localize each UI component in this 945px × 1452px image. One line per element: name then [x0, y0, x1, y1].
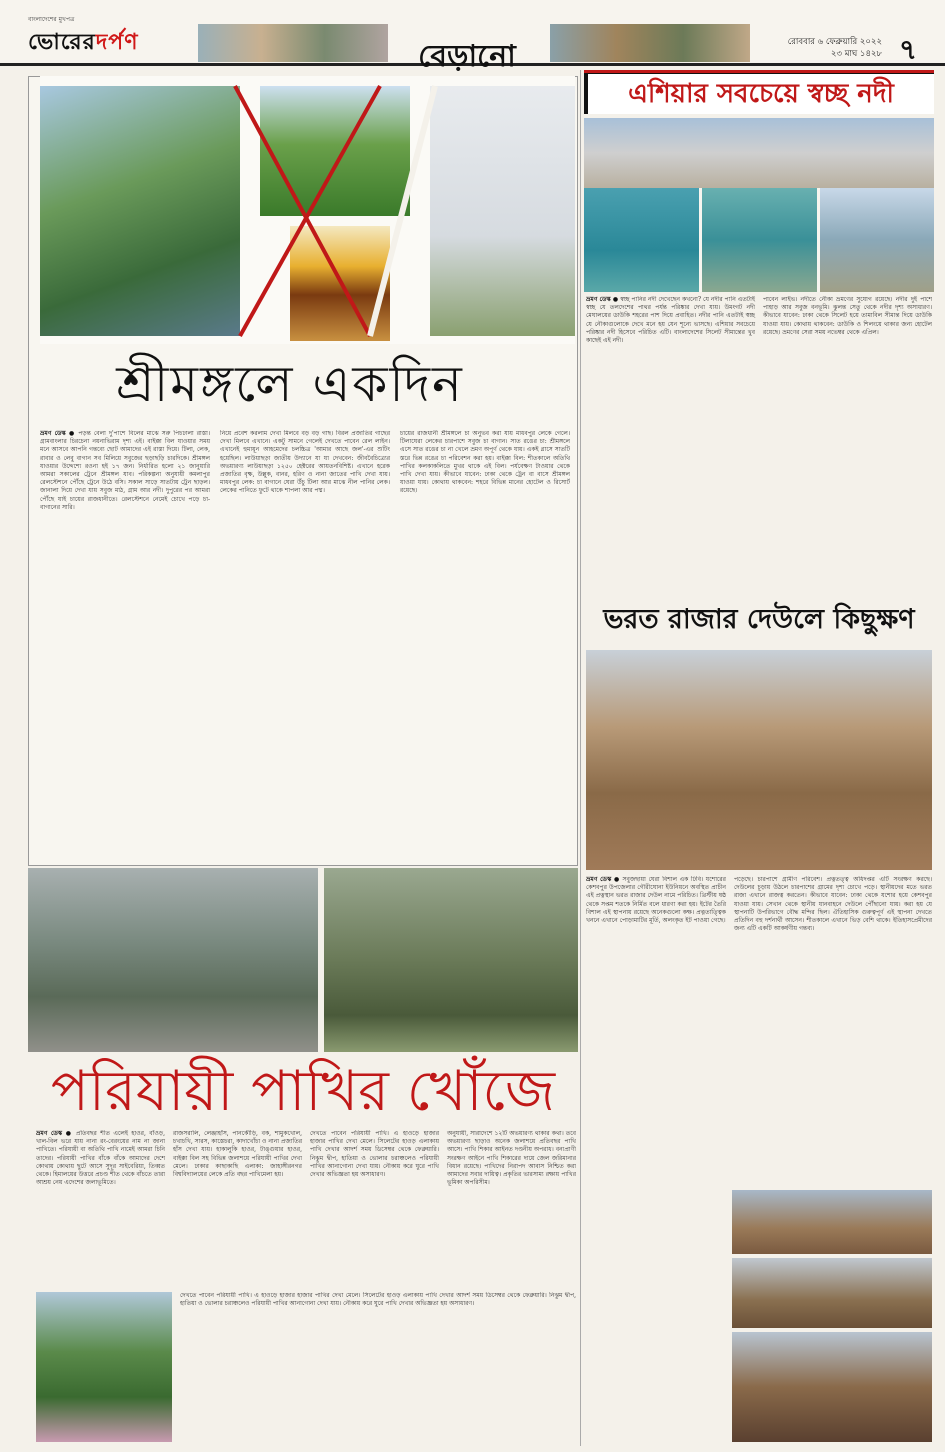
bharat-text-3: করা হয় যে স্থাপনাটি উপরিভাগে বৌদ্ধ মন্দির ছিল। ঐতিহাসিক গুরুত্বপূর্ণ এই স্থাপনা দেখতে প্রতিদিন বহু দর্শনার্থী আসেন। শীতকালে এখানে ভিড় বেশি থাকে। ইতিহাসপ্রেমীদের জন্য এটি একটি আকর্ষণীয় গন্তব্য। [734, 900, 932, 933]
river-text-2: পাবেন লাইভ। নদীতে নৌকা ভ্রমণের সুযোগ রয়েছে। নদীর দুই পাশে পাহাড় আর সবুজ বনভূমি। ঝুলন্ত সেতু থেকে নদীর দৃশ্য অসাধারণ। কীভাবে যাবেন: ঢাকা থেকে সিলেট হয়ে তামাবিল সীমান্ত দিয়ে ডাউকি যাওয়া যায়। কোথায় থাকবেন: ডাউকি ও শিলংয়ে থাকার জন্য হোটেল রয়েছে। ভ্রমণের সেরা সময় নভেম্বর থেকে এপ্রিল। [763, 296, 932, 336]
date-gregorian: রোববার ৬ ফেব্রুয়ারি ২০২২ [787, 37, 882, 47]
sreemangal-column-1 [40, 430, 210, 860]
sreemangal-headline: শ্রীমঙ্গলে একদিন [116, 355, 464, 413]
sreemangal-text-1: পড়ন্ত বেলা দু'পাশে বিলের মাঝে সরু পিচঢালা রাস্তা। গ্রামবাংলার চিরচেনা নয়নাভিরাম দৃশ্য এই। বাইক্কা বিল যাওয়ার সময় মনে আসবে আপনি গন্তব্যে ছোট আমাদের এই রাস্তা দিয়ে। টিলা, লেক, রাবার ও লেবু বাগান সব মিলিয়ে সবুজের ছড়াছড়ি চারদিকে। শ্রীমঙ্গল যাওয়ার উদ্দেশ্যে রওনা হই ১৭ জন। নির্ধারিত হলো ২১ জানুয়ারি আমরা সকালের ট্রেনে শ্রীমঙ্গল যাব। পরিকল্পনা অনুযায়ী কমলাপুর রেলস্টেশনে পৌঁছে ট্রেনে উঠে বসি। সকাল সাড়ে সাতটায় ট্রেন ছাড়ল। জানালা দিয়ে দেখা যায় সবুজ মাঠ, গ্রাম আর নদী। দুপুরের পর আমরা পৌঁছে যাই চায়ের রাজধানীতে। রেলস্টেশনে নেমেই চোখে পড়ে চা-বাগানের সারি। [40, 430, 210, 511]
sreemangal-column-3 [400, 430, 570, 860]
logo-part-1: ভোরের [28, 30, 96, 55]
pakhi-column-2 [173, 1130, 302, 1288]
pakhi-headline: পরিযায়ী পাখির খোঁজে [50, 1059, 556, 1124]
sreemangal-text-2: নিয়ে প্রবেশ করলাম দেখা মিলবে বড় বড় গাছ। বিরল প্রজাতির গাছের দেখা মিলবে এখানে। একটু সামনে গেলেই দেখতে পাবেন রেল লাইন। এখানেই হুমায়ূন আহমেদের চলচ্চিত্র 'আমার আছে জল'-এর শুটিং হয়েছিল। লাউয়াছড়া জাতীয় উদ্যানে যা যা দেখবেন: জীববৈচিত্র্যের অভয়ারণ্য লাউয়াছড়া ১২৫০ হেক্টরের আয়তনবিশিষ্ট। এখানে হরেক প্রজাতির বৃক্ষ, উল্লুক, বানর, হরিণ ও নানা জাতের পাখি দেখা যায়। মাধবপুর লেক: চা বাগানে ঘেরা উঁচু টিলা আর মাঝে নীল পানির লেক। লেকের পানিতে ফুটে থাকে শাপলা আর পদ্ম। [220, 430, 390, 495]
photo-deul-visitors-2 [732, 1258, 932, 1328]
pakhi-body [36, 1130, 576, 1288]
river-column-1 [586, 296, 755, 582]
river-byline: ভ্রমণ ডেস্ক ● [586, 296, 619, 303]
page-number: ৭ [898, 33, 918, 66]
pakhi-body-continued [180, 1292, 576, 1442]
photo-deul-visitors-1 [732, 1190, 932, 1254]
bharat-text-1: সবুজছায়া ঘেরা বিশাল এক ঢিবি। যশোরের কেশবপুর উপজেলার গৌরীঘোনা ইউনিয়নে অবস্থিত প্রাচীন এই প্রত্নস্থান ভরত রাজার দেউল নামে পরিচিত। খ্রিস্টীয় ষষ্ঠ থেকে সপ্তম শতকে নির্মিত বলে ধারণা করা হয়। ইটের তৈরি বিশাল এই স্থাপনায় রয়েছে অনেকগুলো কক্ষ। প্রত্নতাত্ত্বিক খননে এখানে পোড়ামাটির মূর্তি, অলংকৃত ইট পাওয়া গেছে। [586, 876, 726, 925]
pakhi-text-2: রাজসরালি, লেঞ্জাহাঁস, পানকৌড়ি, বক, শামুকখোল, চখাচখি, সারস, কাস্তেচরা, কাদাখোঁচা ও নানা প্রজাতির হাঁস দেখা যায়। হাকালুকি হাওর, টাঙ্গুয়ার হাওর, বাইক্কা বিল সহ বিভিন্ন জলাশয়ে পরিযায়ী পাখির দেখা মেলে। ঢাকার কাছাকাছি এলাকা: জাহাঙ্গীরনগর বিশ্ববিদ্যালয়ের লেকে প্রতি বছর পাখিমেলা হয়। [173, 1130, 302, 1179]
sreemangal-byline: ভ্রমণ ডেস্ক ● [40, 430, 76, 437]
pakhi-column-4 [447, 1130, 576, 1288]
pakhi-column-3 [310, 1130, 439, 1288]
photo-wetland-birds [36, 1292, 172, 1442]
date-line [752, 36, 882, 64]
logo-text [28, 25, 178, 62]
river-headline: এশিয়ার সবচেয়ে স্বচ্ছ নদী [588, 74, 934, 114]
river-column-2 [763, 296, 932, 582]
logo-part-2: দর্পণ [95, 30, 139, 55]
pakhi-text-3: দেখতে পাবেন পরিযায়ী পাখি। এ হাওড়ে হাজার হাজার পাখির দেখা মেলে। সিলেটের হাওড় এলাকায় পাখি দেখার আদর্শ সময় ডিসেম্বর থেকে ফেব্রুয়ারি। নিঝুম দ্বীপ, হাতিয়া ও ভোলার চরাঞ্চলেও পরিযায়ী পাখির আনাগোনা দেখা যায়। নৌকায় করে ঘুরে পাখি দেখার অভিজ্ঞতা হয় অসাধারণ। [310, 1130, 439, 1179]
photo-river-bridge [820, 188, 934, 292]
bharat-byline: ভ্রমণ ডেস্ক ● [586, 876, 620, 883]
header-photo-strip-right [550, 24, 750, 62]
photo-deul-mound [732, 1332, 932, 1442]
logo-tagline: বাংলাদেশের মুখপত্র [28, 16, 75, 23]
header-photo-strip-left [198, 24, 388, 62]
column-divider [580, 70, 581, 1446]
photo-migratory-birds-2 [324, 868, 578, 1052]
sreemangal-text-3: চায়ের রাজধানী শ্রীমঙ্গলে চা অনুভব করা যায় মাধবপুর লেকে গেলে। টিলাঘেরা লেকের চারপাশে সবুজ চা বাগান। সাত রঙের চা: শ্রীমঙ্গলে এসে সাত রঙের চা না খেলে ভ্রমণ অপূর্ণ থেকে যায়। একই গ্লাসে সাতটি স্তরে ভিন্ন রঙের চা পরিবেশন করা হয়। বাইক্কা বিল: শীতকালে অতিথি পাখির কলকাকলিতে মুখর থাকে এই বিল। পর্যবেক্ষণ টাওয়ার থেকে পাখি দেখা যায়। কীভাবে যাবেন: ঢাকা থেকে ট্রেন বা বাসে শ্রীমঙ্গল যাওয়া যায়। কোথায় থাকবেন: শহরে বিভিন্ন মানের হোটেল ও রিসোর্ট রয়েছে। [400, 430, 570, 495]
photo-river-aerial [584, 188, 699, 292]
date-bengali: ২৩ মাঘ ১৪২৮ [831, 49, 882, 59]
photo-migratory-birds-1 [28, 868, 318, 1052]
pakhi-text-1: প্রতিবছর শীত এলেই হাওর, বাঁওড়, খাল-বিল ভরে যায় নানা রং-বেরংয়ের নাম না জানা পাখিতে। পরিযায়ী বা অতিথি পাখি নামেই আমরা চিনি তাদের। পরিযায়ী পাখির বাঁকে বাঁকে আমাদের দেশে কোথায় কোথায় ছুটে আসে সুদূর সাইবেরিয়া, তিব্বত থেকে। হিমালয়ের উত্তরে প্রচণ্ড শীত থেকে বাঁচতে তারা আশ্রয় নেয় এদেশের জলাভূমিতে। [36, 1130, 165, 1187]
photo-bharat-raja-deul [586, 650, 932, 870]
sreemangal-body [40, 430, 570, 860]
pakhi-byline: ভ্রমণ ডেস্ক ● [36, 1130, 73, 1137]
section-title: বেড়ানো [418, 39, 516, 74]
bharat-text-2: পড়েছে। চারপাশে গ্রামীণ পরিবেশ। প্রত্নতত্ত্ব অধিদপ্তর এটি সংরক্ষণ করছে। দেউলের চূড়ায় উঠলে চারপাশের গ্রামের দৃশ্য চোখে পড়ে। স্থানীয়দের মতে ভরত রাজা এখানে রাজত্ব করতেন। কীভাবে যাবেন: ঢাকা থেকে যশোর হয়ে কেশবপুর যাওয়া যায়। সেখান থেকে স্থানীয় যানবাহনে দেউলে পৌঁছানো যায়। [734, 876, 932, 908]
sreemangal-column-2 [220, 430, 390, 860]
photo-river-boat [702, 188, 817, 292]
pakhi-column-1 [36, 1130, 165, 1288]
pakhi-text-continued: দেখতে পাবেন পরিযায়ী পাখি। এ হাওড়ে হাজার হাজার পাখির দেখা মেলে। সিলেটের হাওড় এলাকায় পাখি দেখার আদর্শ সময় ডিসেম্বর থেকে ফেব্রুয়ারি। নিঝুম দ্বীপ, হাতিয়া ও ভোলার চরাঞ্চলেও পরিযায়ী পাখির আনাগোনা দেখা যায়। নৌকায় করে ঘুরে পাখি দেখার অভিজ্ঞতা হয় অসাধারণ। [180, 1292, 576, 1308]
collage-cross-lines [40, 76, 575, 344]
river-body [586, 296, 932, 582]
bharat-headline: ভরত রাজার দেউলে কিছুক্ষণ [603, 604, 915, 635]
sreemangal-photo-collage [40, 76, 575, 344]
masthead-logo [28, 14, 178, 54]
pakhi-text-4: অনুযায়ী, সারাদেশে ১২টি অভয়ারণ্য থাকার কথা। তবে অভয়ারণ্য ছাড়াও অনেক জলাশয়ে প্রতিবছর পাখি আসে। পাখি শিকার আইনত দণ্ডনীয় অপরাধ। বন্যপ্রাণী সংরক্ষণ আইনে পাখি শিকারের দায়ে জেল জরিমানার বিধান রয়েছে। পাখিদের নিরাপদ আবাস নিশ্চিত করা আমাদের সবার দায়িত্ব। প্রকৃতির ভারসাম্য রক্ষায় পাখির ভূমিকা অপরিসীম। [447, 1130, 576, 1187]
photo-river-stones [584, 118, 934, 188]
river-photo-collage [584, 118, 934, 292]
bharat-column-1 [586, 876, 726, 1442]
river-text-1: স্বচ্ছ পানির নদী দেখেছেন কখনো? যে নদীর পানি এতটাই স্বচ্ছ যে তলদেশের পাথর পর্যন্ত পরিষ্কার দেখা যায়। উমংগট নদী মেঘালয়ের ডাউকি শহরের পাশ দিয়ে প্রবাহিত। নদীর পানি এতটাই স্বচ্ছ যে নৌকাগুলোকে দেখে মনে হয় যেন শূন্যে ভাসছে। এশিয়ার সবচেয়ে পরিষ্কার নদী হিসেবে পরিচিত এটি। বাংলাদেশের সিলেট সীমান্তের খুব কাছেই এই নদী। [586, 296, 755, 345]
